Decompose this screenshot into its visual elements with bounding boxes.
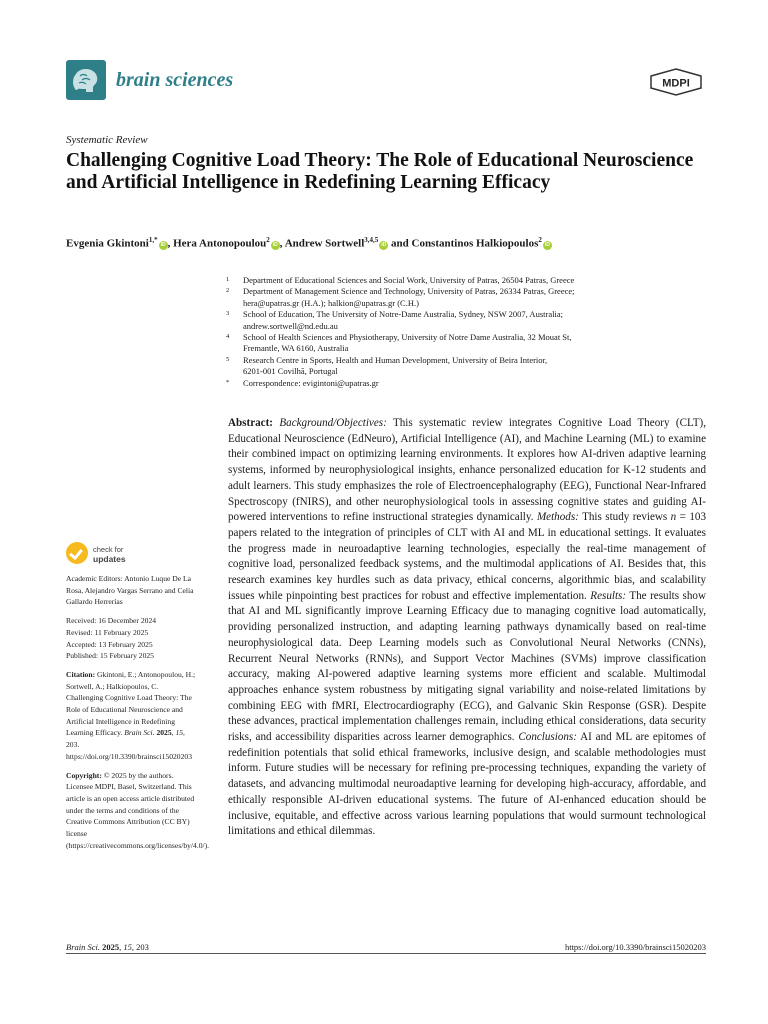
abstract-methods-text-cont: = 103 papers related to the integration of principles of CLT with AI and ML in educational settings. It evaluates the progress made in neuroadaptive learning technologies, especially the real-time management of cognitive load, personalized feedback systems, and the multimodal applications of AI. Besides that, this research examines key hurdles such as data privacy, ethical concerns, algorithmic bias, and scalability issues while pinpointing best practices for robust and effective implementation.	[228, 511, 706, 602]
orcid-icon[interactable]: iD	[381, 241, 387, 248]
sample-size-variable: n	[670, 511, 677, 524]
abstract-methods-text: This study reviews	[578, 511, 671, 524]
author-name[interactable]: Hera Antonopoulou	[173, 237, 267, 250]
copyright-text: © 2025 by the authors. Licensee MDPI, Basel, Switzerland. This article is an open access article distributed under the terms and conditions of the Creative Commons Attribution (CC BY) license (https://creativecommons.org/licenses/by/4.0/).	[66, 770, 210, 850]
academic-editors: Academic Editors: Antonio Luque De La Rosa, Alejandro Vargas Serrano and Celia Gallardo Herrerías	[66, 574, 194, 607]
published-date: Published: 15 February 2025	[66, 651, 154, 661]
affiliation-item	[226, 286, 706, 309]
affiliation-line: Department of Management Science and Technology, University of Patras, 26334 Patras, Greece;	[243, 286, 575, 297]
abstract-results-text: The results show that AI and ML significantly improve Learning Efficacy due to managing cognitive load automatically, providing personalized instruction, and adapting learning pathways dynamically based on real-time neurophysiological data. Deep Learning models such as Convolutional Neural Networks (CNNs), Recurrent Neural Networks (RNNs), and Support Vector Machines (SVMs) improve classification accuracy, making AI-powered adaptive learning systems more efficient and scalable. Multimodal approaches enhance system robustness by mitigating signal variability and noise-related limitations by combining EEG with fMRI, Electrocardiography (ECG), and Galvanic Skin Response (GSR). Despite these advances, practical implementation challenges remain, including ethical considerations, data security risks, and accessibility disparities across learner demographics.	[228, 589, 706, 744]
abstract-heading-results: Results:	[590, 589, 627, 602]
footer-journal: Brain Sci.	[66, 942, 100, 952]
citation-doi[interactable]: 203. https://doi.org/10.3390/brainsci15020203	[66, 740, 192, 761]
article-sidebar	[66, 573, 210, 858]
affiliation-line: Research Centre in Sports, Health and Human Development, University of Beira Interior,	[243, 354, 548, 365]
affiliation-number: 5	[226, 355, 230, 363]
citation-text: Gkintoni, E.; Antonopoulou, H.; Sortwell, A.; Halkiopoulos, C. Challenging Cognitive Load Theory: The Role of Educational Neuroscience and Artificial Intelligence in Redefining Learning Efficacy.	[66, 669, 196, 738]
journal-header	[66, 60, 706, 100]
mdpi-logo	[646, 68, 706, 96]
citation-year: 2025	[154, 728, 172, 738]
affiliation-line: 6201-001 Covilhã, Portugal	[243, 366, 338, 377]
affiliation-item	[226, 332, 706, 355]
orcid-icon[interactable]: iD	[160, 241, 166, 248]
author-list	[66, 236, 706, 250]
author-name[interactable]: Evgenia Gkintoni	[66, 237, 149, 250]
copyright-block	[66, 770, 210, 852]
author-affil: 1,*	[148, 236, 158, 244]
check-updates-button[interactable]	[66, 542, 156, 566]
footer-year: 2025	[100, 942, 120, 952]
author-name[interactable]: Andrew Sortwell	[284, 237, 365, 250]
author-affil: 2	[266, 236, 270, 244]
affiliation-line: School of Education, The University of Notre-Dame Australia, Sydney, NSW 2007, Australia;	[243, 309, 563, 320]
footer-divider	[66, 953, 706, 954]
citation-block	[66, 669, 196, 763]
affiliation-item	[226, 355, 706, 378]
article-type: Systematic Review	[66, 134, 148, 146]
check-updates-icon	[66, 542, 88, 564]
journal-name: brain sciences	[116, 69, 234, 91]
orcid-icon[interactable]: iD	[544, 241, 550, 248]
author-affil: 3,4,5	[364, 236, 379, 244]
author-separator: and	[388, 237, 412, 250]
affiliation-line: andrew.sortwell@nd.edu.au	[243, 320, 338, 331]
abstract-heading-conclusions: Conclusions:	[518, 731, 577, 744]
author-affil: 2	[538, 236, 542, 244]
affiliation-number: 2	[226, 287, 230, 295]
footer-volume: , 15,	[119, 942, 134, 952]
copyright-label: Copyright:	[66, 770, 102, 780]
accepted-date: Accepted: 13 February 2025	[66, 639, 153, 649]
footer-page: 203	[134, 942, 149, 952]
publisher-name: MDPI	[662, 77, 690, 90]
abstract-heading-background: Background/Objectives:	[279, 417, 387, 429]
orcid-icon[interactable]: iD	[272, 241, 278, 248]
affiliation-number: 3	[226, 310, 230, 318]
affiliation-item	[226, 275, 706, 286]
abstract-label: Abstract:	[228, 417, 273, 429]
brain-logo-icon	[66, 60, 106, 100]
abstract-heading-methods: Methods:	[536, 511, 579, 524]
check-updates-line2: updates	[93, 554, 126, 564]
author-separator: ,	[167, 237, 174, 250]
citation-label: Citation:	[66, 669, 96, 679]
citation-journal: Brain Sci.	[124, 728, 155, 738]
abstract-conclusions-text: AI and ML are epitomes of redefinition potentials that solid ethical frameworks, inclusive design, and scalable methodologies must inform. Future studies will be necessary for refining pre-processing techniques, expanding the variety of datasets, and advancing multimodal neuroadaptive learning for developing high-accuracy, affordable, and ethically responsible AI-driven educational systems. The future of AI-enhanced education should be inclusive, equitable, and effective across various learning populations that would surmount technological limitations and ethical dilemmas.	[228, 731, 706, 838]
page-title: Challenging Cognitive Load Theory: The Role of Educational Neuroscience and Artificial Intelligence in Redefining Learning Efficacy	[66, 150, 694, 193]
affiliation-line: Fremantle, WA 6160, Australia	[243, 343, 349, 354]
affiliations	[226, 275, 706, 389]
footer-citation	[66, 942, 149, 952]
affiliation-number: 1	[226, 276, 230, 283]
affiliation-line: School of Health Sciences and Physiotherapy, University of Notre Dame Australia, 32 Mouat St,	[243, 332, 572, 343]
abstract-background-text: This systematic review integrates Cognitive Load Theory (CLT), Educational Neuroscience (EdNeuro), Artificial Intelligence (AI), and Machine Learning (ML) to examine their combined impact on optimizing learning environments. It explores how AI-driven adaptive learning systems, informed by neurophysiological insights, enhance personalized education for K-12 students and adult learners. This study emphasizes the role of Electroencephalography (EEG), Functional Near-Infrared Spectroscopy (fNIRS), and other neurophysiological tools in assessing cognitive states and guiding AI-powered interventions to refine instructional strategies dynamically.	[228, 417, 706, 524]
affiliation-line: hera@upatras.gr (H.A.); halkion@upatras.gr (C.H.)	[243, 297, 419, 308]
affiliation-item	[226, 309, 706, 332]
received-date: Received: 16 December 2024	[66, 616, 157, 626]
affiliation-line: Department of Educational Sciences and Social Work, University of Patras, 26504 Patras, Greece	[243, 275, 575, 285]
affiliation-line[interactable]: Correspondence: evigintoni@upatras.gr	[243, 377, 379, 388]
check-updates-line1: check for	[93, 545, 124, 554]
abstract	[228, 416, 706, 840]
affiliation-number: *	[226, 378, 230, 386]
affiliation-number: 4	[226, 333, 230, 341]
author-separator: ,	[279, 237, 285, 250]
history-dates	[66, 615, 196, 662]
author-name[interactable]: Constantinos Halkiopoulos	[411, 237, 539, 250]
affiliation-item	[226, 378, 706, 389]
citation-volume: , 15,	[171, 728, 185, 738]
footer-doi-link[interactable]: https://doi.org/10.3390/brainsci15020203	[564, 942, 706, 952]
revised-date: Revised: 11 February 2025	[66, 627, 149, 637]
